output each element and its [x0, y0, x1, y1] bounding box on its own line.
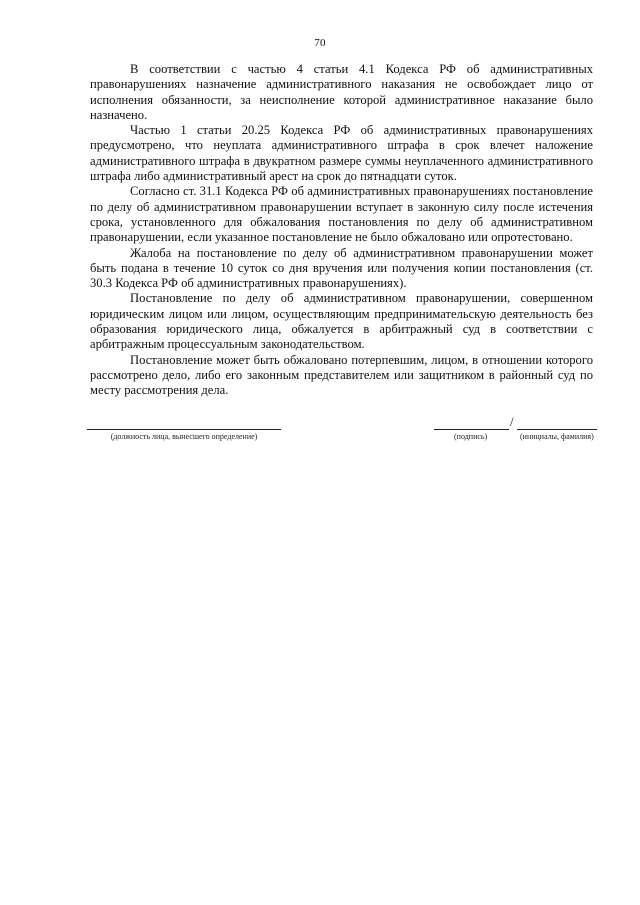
signature-blank-line — [434, 417, 509, 430]
paragraph-appeal-deadline: Жалоба на постановление по делу об административном правонарушении может быть подана в течение 10 суток со дня вручения или получения копии постановления (ст. 30.3 Кодекса РФ об административных правонарушениях). — [90, 245, 593, 291]
paragraph-entry-into-force: Согласно ст. 31.1 Кодекса РФ об административных правонарушениях постановление по делу об административном правонарушении вступает в законную силу после истечения срока, установленного для обжалования постановления по делу об административном правонарушении, если указанное постановление не было обжаловано или опротестовано. — [90, 184, 593, 245]
position-caption: (должность лица, вынесшего определение) — [110, 432, 258, 441]
signature-caption: (подпись) — [454, 432, 488, 441]
document-body — [90, 62, 593, 399]
page-number: 70 — [314, 37, 326, 49]
name-blank-line — [517, 417, 597, 430]
signature-name-field — [434, 414, 597, 444]
paragraph-arbitration-appeal: Постановление по делу об административном правонарушении, совершенном юридическим лицом или лицом, осуществляющим предпринимательскую деятельность без образования юридического лица, обжалуется в арбитражный суд в соответствии с арбитражным процессуальным законодательством. — [90, 291, 593, 352]
official-position-field — [87, 417, 281, 442]
name-caption: (инициалы, фамилия) — [520, 432, 594, 441]
position-blank-line — [87, 417, 281, 430]
paragraph-who-may-appeal: Постановление может быть обжаловано потерпевшим, лицом, в отношении которого рассмотрено дело, либо его законным представителем или защитником в районный суд по месту рассмотрения дела. — [90, 352, 593, 398]
paragraph-fine-nonpayment: Частью 1 статьи 20.25 Кодекса РФ об административных правонарушениях предусмотрено, что неуплата административного штрафа в срок влечет наложение административного штрафа в двукратном размере суммы неуплаченного административного штрафа либо административный арест на срок до пятнадцати суток. — [90, 123, 593, 184]
signature-separator: / — [510, 414, 514, 429]
signature-block — [87, 414, 597, 457]
paragraph-penalty-obligation: В соответствии с частью 4 статьи 4.1 Кодекса РФ об административных правонарушениях назначение административного наказания не освобождает лицо от исполнения обязанности, за неисполнение которой административное наказание было назначено. — [90, 62, 593, 122]
